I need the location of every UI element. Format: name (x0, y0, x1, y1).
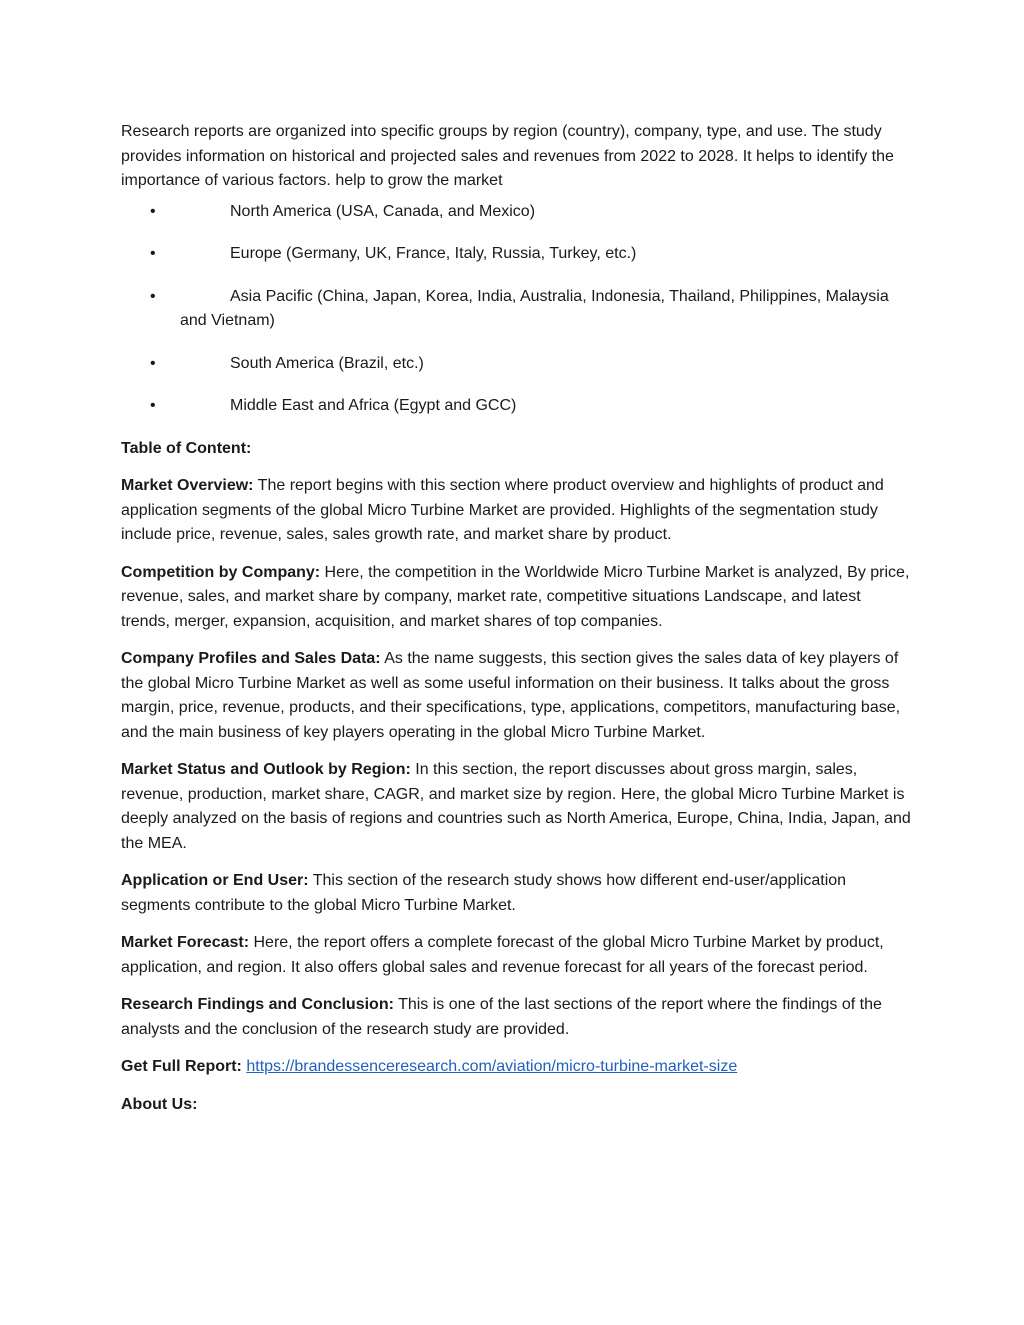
section-market-status-outlook (121, 758, 911, 856)
region-list (121, 200, 911, 419)
section-application-end-user (121, 869, 911, 918)
section-text: The report begins with this section where product overview and highlights of product and application segments of the global Micro Turbine Market are provided. Highlights of the segmentation study include price, revenue, sales, sales growth rate, and market share by product. (121, 477, 884, 543)
bullet-icon: • (150, 354, 156, 372)
intro-paragraph: Research reports are organized into specific groups by region (country), company, type, and use. The study provides information on historical and projected sales and revenues from 2022 to 2028. It helps to identify the importance of various factors. help to grow the market (121, 123, 894, 189)
region-item (121, 200, 911, 225)
section-text: This is one of the last sections of the report where the findings of the analysts and the conclusion of the research study are provided. (121, 996, 882, 1038)
bullet-icon: • (150, 202, 156, 220)
section-label: Market Status and Outlook by Region: (121, 761, 411, 778)
section-text: As the name suggests, this section gives the sales data of key players of the global Micro Turbine Market as well as some useful information on their business. It talks about the gross margin, price, revenue, products, and their specifications, type, applications, competitors, manufacturing base, and the main business of key players operating in the global Micro Turbine Market. (121, 650, 901, 741)
section-company-profiles (121, 647, 911, 745)
bullet-icon: • (150, 287, 156, 305)
table-of-content-heading: Table of Content: (121, 439, 252, 457)
section-label: Research Findings and Conclusion: (121, 996, 394, 1013)
region-item (121, 285, 911, 334)
section-text: Here, the competition in the Worldwide Micro Turbine Market is analyzed, By price, revenue, sales, and market share by company, market rate, competitive situations Landscape, and latest trends, merger, expansion, acquisition, and market shares of top companies. (121, 563, 910, 630)
section-text: Here, the report offers a complete forecast of the global Micro Turbine Market by product, application, and region. It also offers global sales and revenue forecast for all years of the forecast period. (121, 934, 884, 976)
section-text: This section of the research study shows how different end-user/application segments contribute to the global Micro Turbine Market. (121, 872, 847, 914)
region-label: Middle East and Africa (Egypt and GCC) (230, 397, 517, 414)
full-report-link[interactable]: https://brandessenceresearch.com/aviation/micro-turbine-market-size (246, 1058, 738, 1075)
bullet-icon: • (150, 397, 156, 414)
section-label: Market Forecast: (121, 934, 250, 951)
section-text: In this section, the report discusses about gross margin, sales, revenue, production, market share, CAGR, and market size by region. Here, the global Micro Turbine Market is deeply analyzed on the basis of regions and countries such as North America, Europe, China, India, Japan, and the MEA. (121, 761, 911, 852)
bullet-icon: • (150, 245, 156, 262)
section-label: Application or End User: (121, 872, 309, 889)
full-report-label: Get Full Report: (121, 1058, 242, 1075)
section-research-findings (121, 993, 911, 1042)
region-item (121, 394, 911, 419)
section-label: Competition by Company: (121, 563, 321, 581)
region-label: Europe (Germany, UK, France, Italy, Russia, Turkey, etc.) (230, 245, 637, 262)
region-item (121, 352, 911, 377)
region-label: Asia Pacific (China, Japan, Korea, India, Australia, Indonesia, Thailand, Philippines, Malaysia and Vietnam) (180, 287, 889, 329)
full-report-line (121, 1055, 911, 1080)
section-market-forecast (121, 931, 911, 980)
document-page (121, 120, 911, 1130)
section-label: Market Overview: (121, 477, 254, 494)
region-item (121, 242, 911, 267)
section-label: Company Profiles and Sales Data: (121, 650, 381, 667)
about-us-heading: About Us: (121, 1095, 198, 1113)
region-label: South America (Brazil, etc.) (230, 354, 424, 372)
section-competition-by-company (121, 561, 911, 635)
region-label: North America (USA, Canada, and Mexico) (230, 202, 536, 220)
section-market-overview (121, 474, 911, 548)
